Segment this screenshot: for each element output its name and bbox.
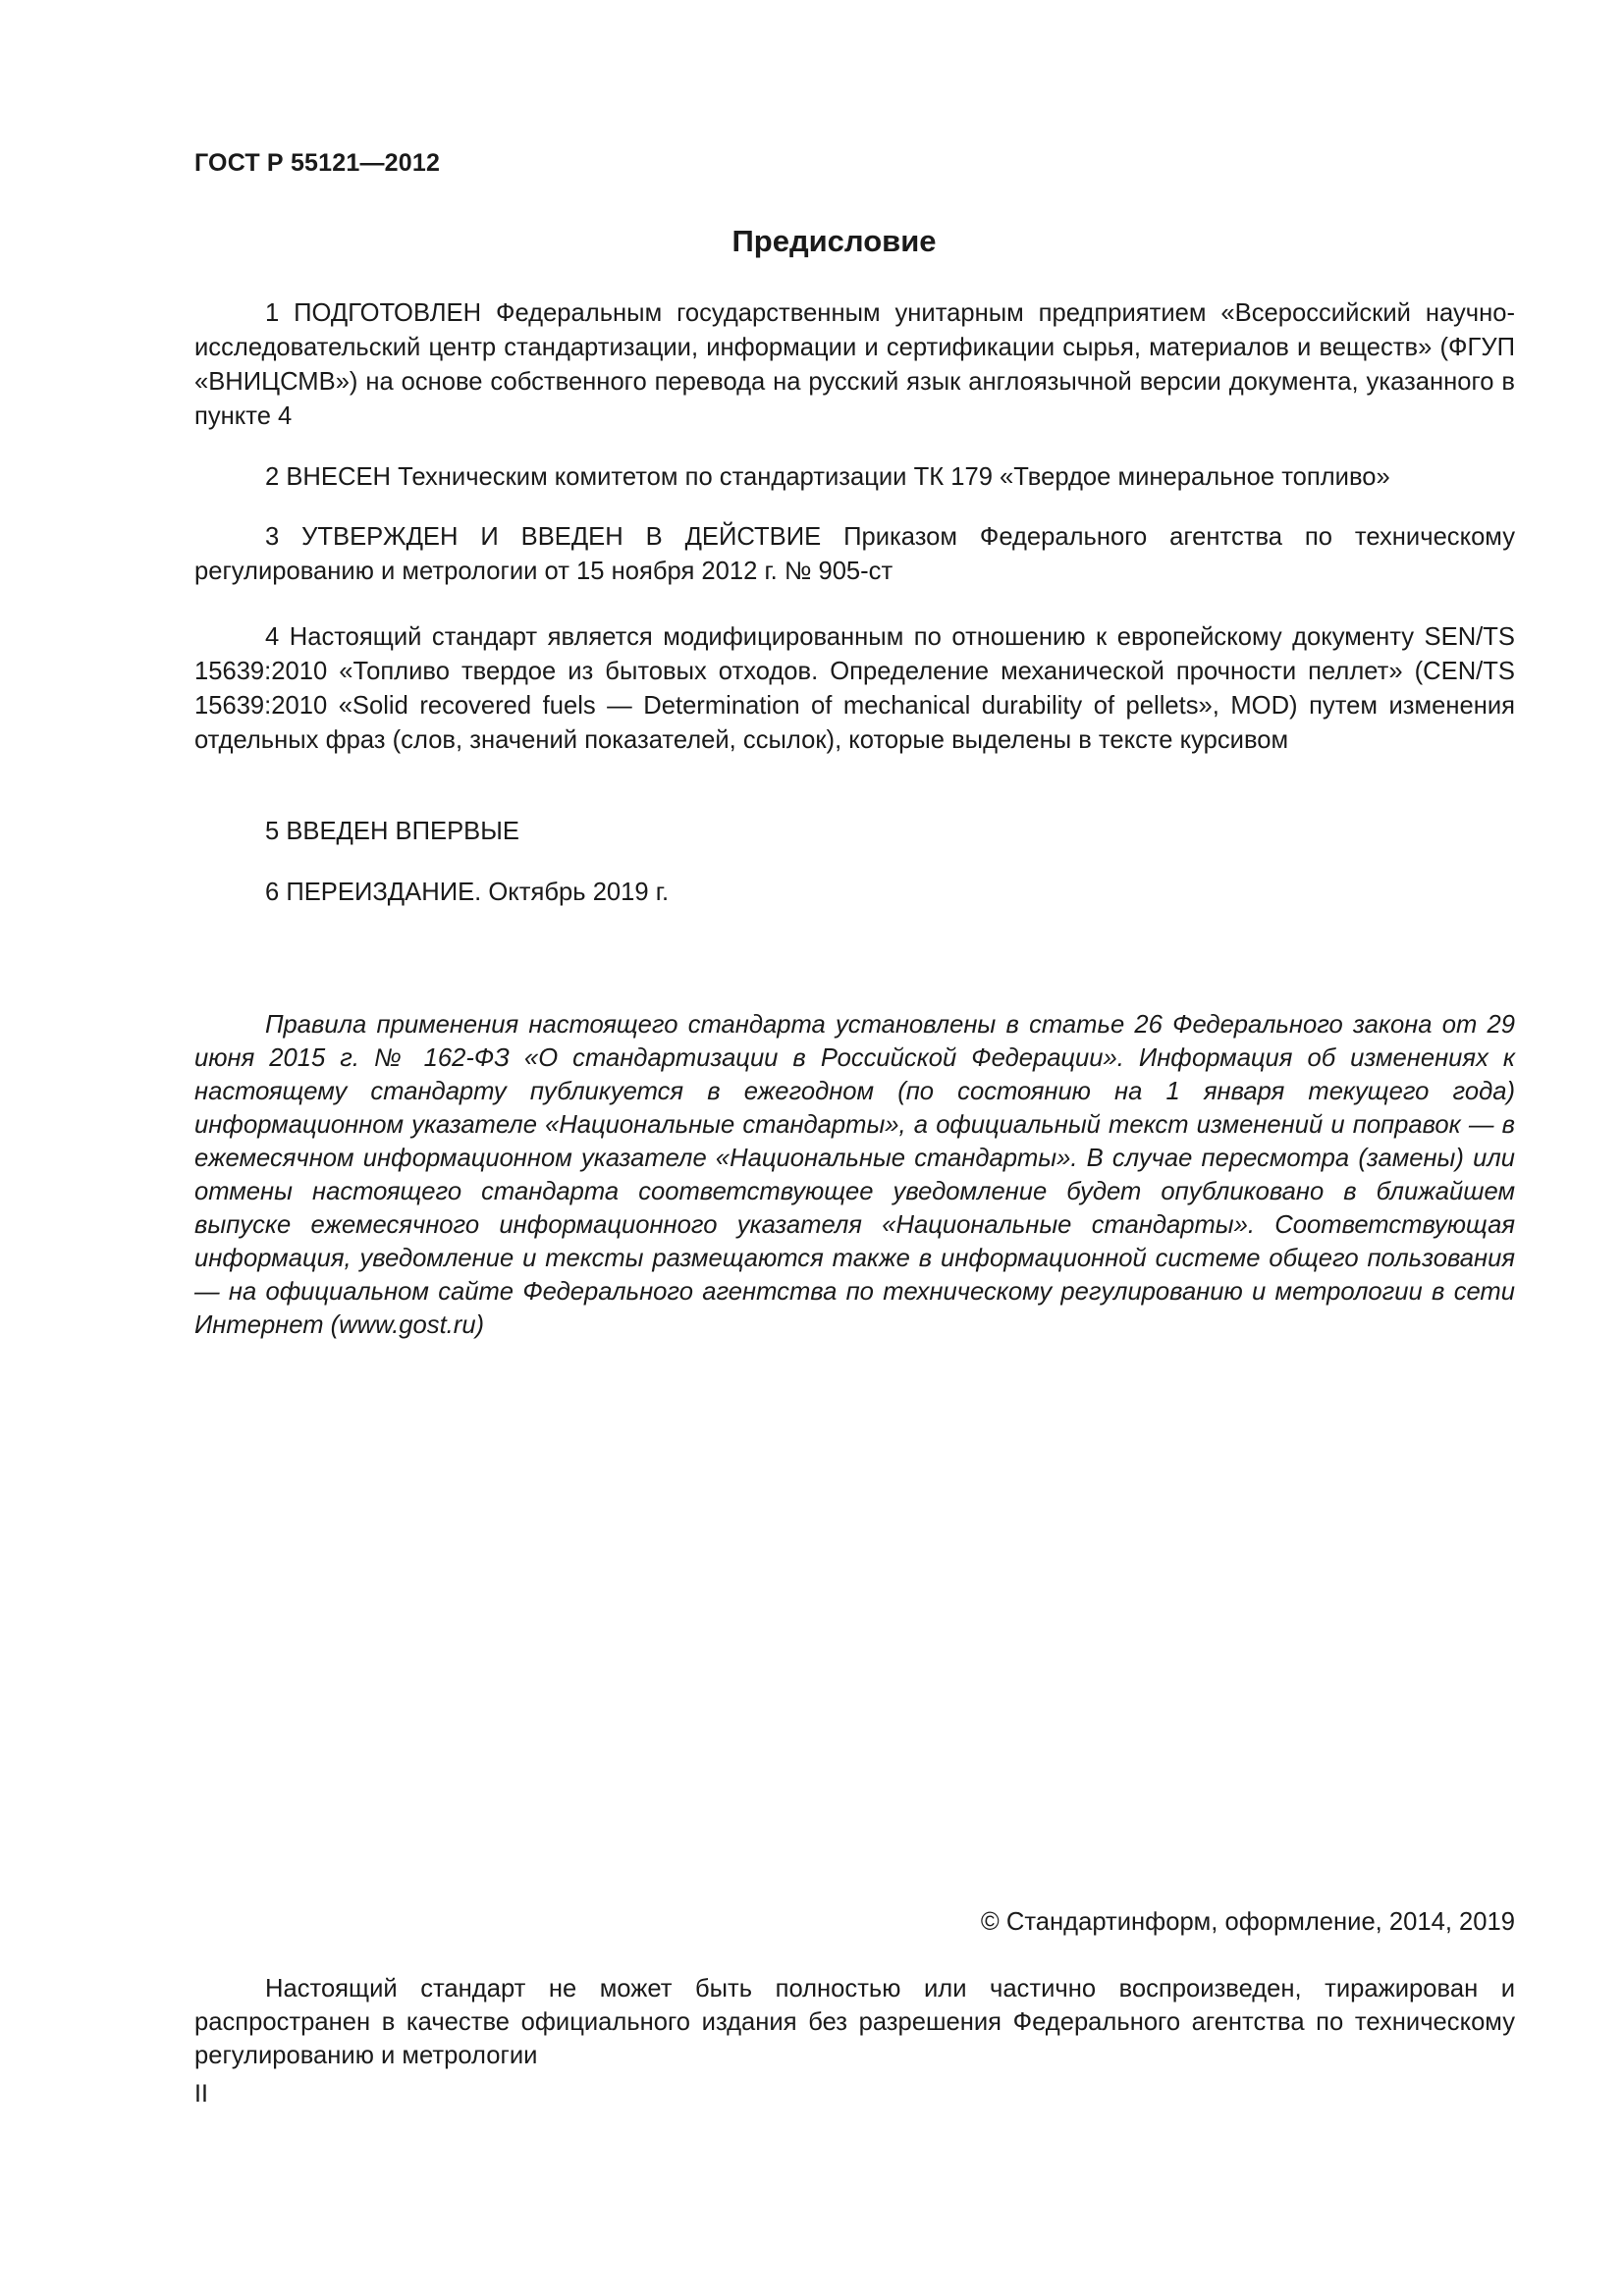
page-number: II — [194, 2080, 208, 2108]
application-rules-note — [194, 1008, 1515, 1342]
document-code: ГОСТ Р 55121—2012 — [194, 149, 441, 177]
foreword-item-text: 4 Настоящий стандарт является модифицированным по отношению к европейскому документу SEN/TS 15639:2010 «Топливо твердое из бытовых отходов. Определение механической прочности пеллет» (CEN/TS 15639:2010 «Solid recovered fuels — Determination of mechanical durability of pellets», MOD) путем изменения отдельных фраз (слов, значений показателей, ссылок), которые выделены в тексте курсивом — [194, 623, 1515, 754]
foreword-item-text: 1 ПОДГОТОВЛЕН Федеральным государственным унитарным предприятием «Всероссийский научно-исследовательский центр стандартизации, информации и сертификации сырья, материалов и веществ» (ФГУП «ВНИЦСМВ») на основе собственного перевода на русский язык англоязычной версии документа, указанного в пункте 4 — [194, 299, 1515, 430]
foreword-item-text: 2 ВНЕСЕН Техническим комитетом по стандартизации ТК 179 «Твердое минеральное топливо» — [265, 463, 1390, 491]
foreword-item-text: 6 ПЕРЕИЗДАНИЕ. Октябрь 2019 г. — [265, 879, 670, 906]
foreword-item-6 — [194, 876, 1515, 910]
foreword-item-2 — [194, 460, 1515, 495]
page-title: Предисловие — [731, 224, 937, 258]
foreword-item-text: 5 ВВЕДЕН ВПЕРВЫЕ — [265, 818, 519, 845]
reproduction-notice — [194, 1972, 1515, 2072]
copyright-notice: © Стандартинформ, оформление, 2014, 2019 — [980, 1908, 1515, 1936]
application-rules-text: Правила применения настоящего стандарта установлены в статье 26 Федерального закона от 29 июня 2015 г. № 162-ФЗ «О стандартизации в Российской Федерации». Информация об изменениях к настоящему стандарту публикуется в ежегодном (по состоянию на 1 января текущего года) информационном указателе «Национальные стандарты», а официальный текст изменений и поправок — в ежемесячном информационном указателе «Национальные стандарты». В случае пересмотра (замены) или отмены настоящего стандарта соответствующее уведомление будет опубликовано в ближайшем выпуске ежемесячного информационного указателя «Национальные стандарты». Соответствующая информация, уведомление и тексты размещаются также в информационной системе общего пользования — на официальном сайте Федерального агентства по техническому регулированию и метрологии в сети Интернет (www.gost.ru) — [194, 1011, 1515, 1339]
foreword-item-1 — [194, 296, 1515, 434]
foreword-item-3 — [194, 520, 1515, 589]
foreword-item-4 — [194, 620, 1515, 758]
foreword-item-5 — [194, 815, 1515, 849]
reproduction-notice-text: Настоящий стандарт не может быть полностью или частично воспроизведен, тиражирован и распространен в качестве официального издания без разрешения Федерального агентства по техническому регулированию и метрологии — [194, 1975, 1515, 2069]
foreword-item-text: 3 УТВЕРЖДЕН И ВВЕДЕН В ДЕЙСТВИЕ Приказом Федерального агентства по техническому регулированию и метрологии от 15 ноября 2012 г. № 905-ст — [194, 523, 1515, 585]
